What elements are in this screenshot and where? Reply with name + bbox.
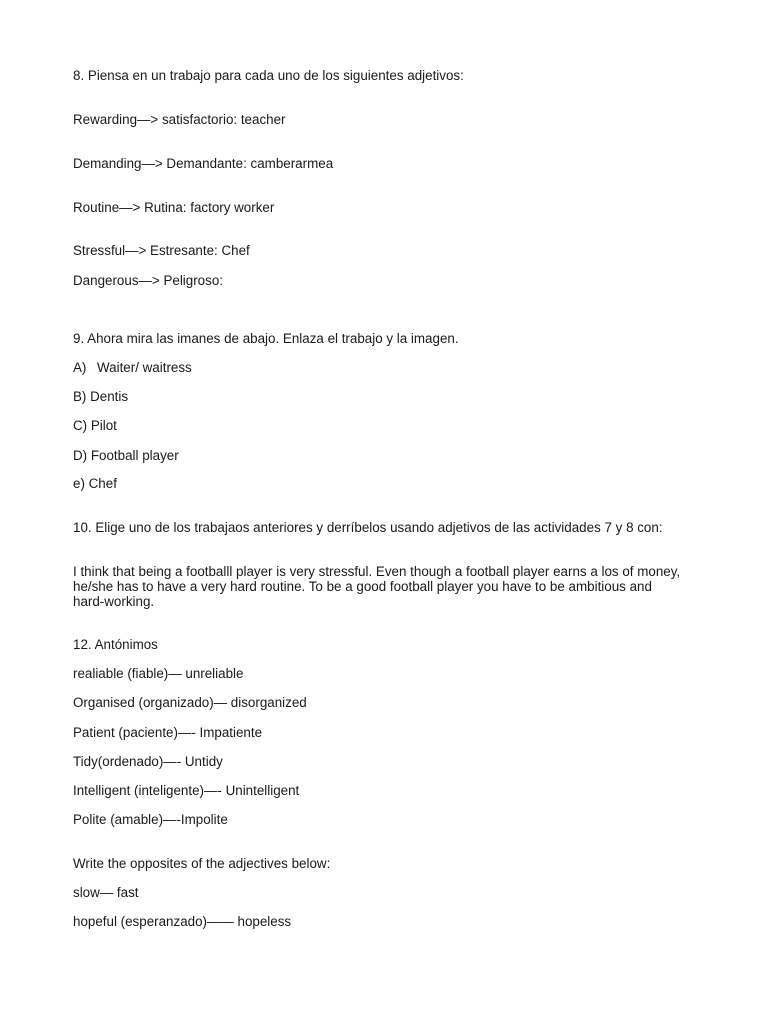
opposites-item-slow: slow— fast: [73, 885, 139, 900]
section-12-heading: 12. Antónimos: [73, 637, 158, 652]
section-8-item-stressful: Stressful—> Estresante: Chef: [73, 243, 250, 258]
section-10-answer: I think that being a footballl player is very stressful. Even though a football player earns a los of money, he/she has to have a very hard routine. To be a good football player you have to be ambitious and hard-working.: [73, 564, 681, 609]
section-9-item-a: [73, 360, 192, 375]
section-9-item-a-text: Waiter/ waitress: [97, 360, 192, 375]
section-8-heading: 8. Piensa en un trabajo para cada uno de los siguientes adjetivos:: [73, 68, 464, 83]
section-9-item-e: e) Chef: [73, 476, 117, 491]
section-8-item-rewarding: Rewarding—> satisfactorio: teacher: [73, 112, 286, 127]
opposites-heading: Write the opposites of the adjectives below:: [73, 856, 331, 871]
section-9-heading: 9. Ahora mira las imanes de abajo. Enlaza el trabajo y la imagen.: [73, 331, 459, 346]
section-12-item-tidy: Tidy(ordenado)—- Untidy: [73, 754, 223, 769]
section-10-heading: 10. Elige uno de los trabajaos anteriores y derríbelos usando adjetivos de las actividades 7 y 8 con:: [73, 520, 663, 535]
section-9-item-d: D) Football player: [73, 448, 179, 463]
section-9-item-a-letter: A): [73, 360, 87, 375]
section-9-item-c: C) Pilot: [73, 418, 117, 433]
section-12-item-intelligent: Intelligent (inteligente)—- Unintelligent: [73, 783, 300, 798]
section-12-item-patient: Patient (paciente)—- Impatiente: [73, 725, 263, 740]
section-8-item-routine: Routine—> Rutina: factory worker: [73, 200, 275, 215]
section-9-item-b: B) Dentis: [73, 389, 129, 404]
section-12-item-organised: Organised (organizado)— disorganized: [73, 695, 307, 710]
section-8-item-demanding: Demanding—> Demandante: camberarmea: [73, 156, 334, 171]
section-12-item-polite: Polite (amable)—-Impolite: [73, 812, 228, 827]
opposites-item-hopeful: hopeful (esperanzado)—— hopeless: [73, 914, 292, 929]
section-8-item-dangerous: Dangerous—> Peligroso:: [73, 273, 223, 288]
section-12-item-reliable: realiable (fiable)— unreliable: [73, 666, 244, 681]
